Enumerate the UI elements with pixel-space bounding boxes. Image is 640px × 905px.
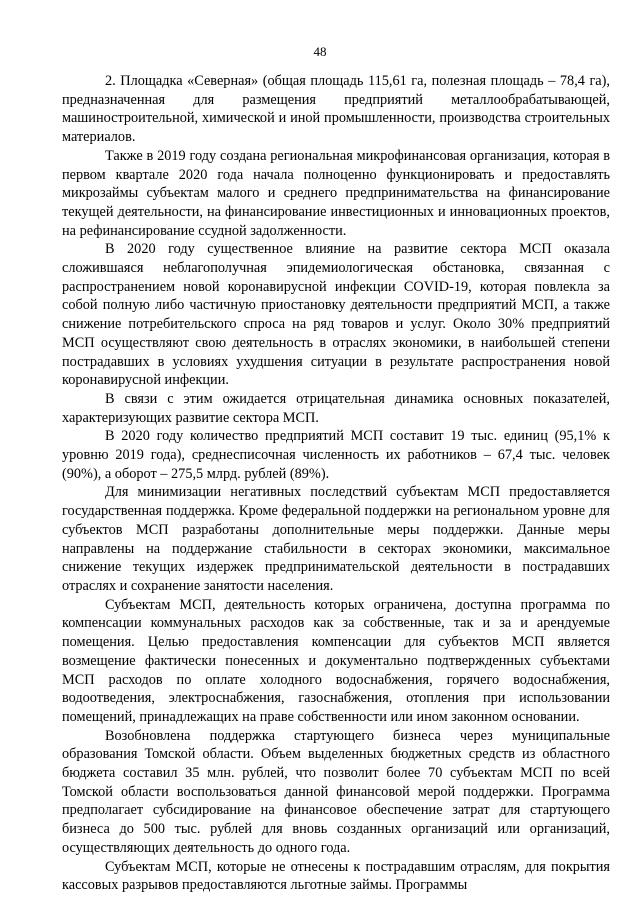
paragraph-state-support: Для минимизации негативных последствий субъектам МСП предоставляется государственная поддержка. Кроме федеральной поддержки на региональном уровне для субъектов МСП разработаны дополнительные меры поддержки. Данные меры направлены на поддержание стабильности в секторах экономики, максимальное снижение текущих издержек предпринимательской деятельности в пострадавших отраслях и сохранение занятости населения. [62, 484, 610, 594]
paragraph-startup-support: Возобновлена поддержка стартующего бизнеса через муниципальные образования Томской области. Объем выделенных бюджетных средств из областного бюджета составил 35 млн. рублей, что позволит более 70 субъектам МСП по всей Томской области воспользоваться данной финансовой мерой поддержки. Программа предполагает субсидирование на финансовое обеспечение затрат для стартующего бизнеса до 500 тыс. рублей для вновь созданных организаций или организаций, осуществляющих деятельность до одного года. [62, 727, 610, 856]
paragraph-preferential-loans: Субъектам МСП, которые не отнесены к пострадавшим отраслям, для покрытия кассовых разрывов предоставляются льготные займы. Программы [62, 858, 610, 894]
paragraph-negative-dynamics: В связи с этим ожидается отрицательная динамика основных показателей, характеризующих развитие сектора МСП. [62, 390, 610, 426]
paragraph-utility-compensation: Субъектам МСП, деятельность которых ограничена, доступна программа по компенсации коммунальных расходов как за собственные, так и за и арендуемые помещения. Целью предоставления компенсации для субъектов МСП является возмещение фактически понесенных и документально подтвержденных субъектами МСП расходов по оплате холодного водоснабжения, горячего водоснабжения, водоотведения, электроснабжения, газоснабжения, отопления при использовании помещений, принадлежащих на праве собственности или ином законном основании. [62, 596, 610, 725]
page-number: 48 [313, 44, 327, 59]
paragraph-microfinance-organization: Также в 2019 году создана региональная микрофинансовая организация, которая в первом квартале 2020 года начала полноценно функционировать и предоставлять микрозаймы субъектам малого и среднего предпринимательства на финансирование текущей деятельности, на финансирование инвестиционных и инновационных проектов, на рефинансирование ссудной задолженности. [62, 147, 610, 239]
paragraph-site-severnaya: 2. Площадка «Северная» (общая площадь 115,61 га, полезная площадь – 78,4 га), предназначенная для размещения предприятий металлообрабатывающей, машиностроительной, химической и иной промышленности, производства строительных материалов. [62, 73, 610, 146]
body-text [62, 72, 610, 895]
paragraph-covid-impact: В 2020 году существенное влияние на развитие сектора МСП оказала сложившаяся неблагополучная эпидемиологическая обстановка, связанная с распространением новой коронавирусной инфекции COVID-19, которая повлекла за собой полную либо частичную приостановку деятельности предприятий МСП, а также снижение потребительского спроса на ряд товаров и услуг. Около 30% предприятий МСП осуществляют свою деятельность в отраслях экономики, в наибольшей степени пострадавших в условиях ухудшения ситуации в результате распространения новой коронавирусной инфекции. [62, 241, 610, 389]
paragraph-sme-statistics: В 2020 году количество предприятий МСП составит 19 тыс. единиц (95,1% к уровню 2019 года), среднесписочная численность их работников – 67,4 тыс. человек (90%), а оборот – 275,5 млрд. рублей (89%). [62, 428, 610, 482]
